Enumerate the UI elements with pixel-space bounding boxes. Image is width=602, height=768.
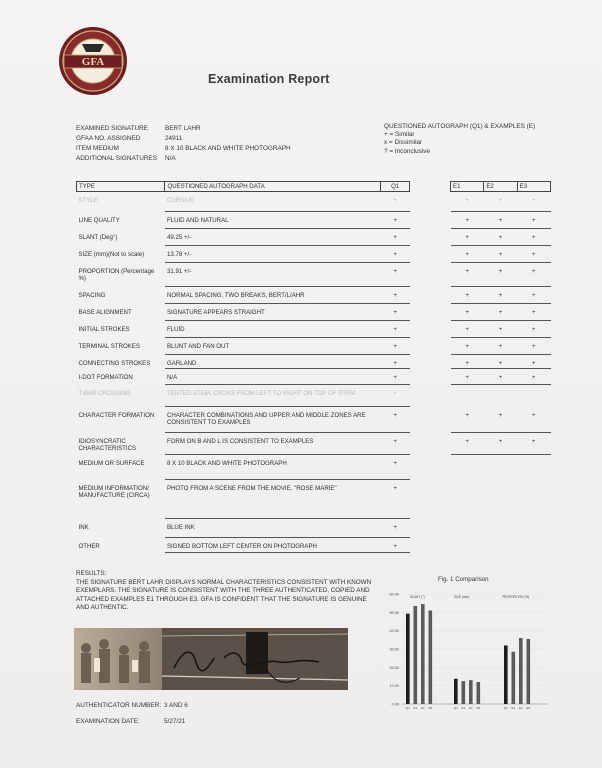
authenticator-line (76, 702, 188, 709)
examples-row (451, 433, 551, 455)
comparison-chart (372, 576, 552, 722)
row-e1: + (451, 287, 484, 304)
table-row (77, 246, 410, 263)
table-row (77, 433, 410, 455)
row-type: SLANT (Deg°) (78, 233, 118, 241)
row-e1 (451, 385, 484, 407)
row-type: TERMINAL STROKES (78, 342, 140, 350)
table-row (77, 321, 410, 338)
row-q1: + (381, 263, 410, 287)
row-data: PHOTO FROM A SCENE FROM THE MOVIE, "ROSE MARIE" (165, 480, 381, 519)
header-label: EXAMINED SIGNATURE (76, 125, 148, 132)
row-data: NORMAL SPACING, TWO BREAKS, BERT/L/AHR (165, 287, 381, 304)
table-row (77, 192, 410, 212)
row-type: MEDIUM INFORMATION/ MANUFACTURE (CIRCA) (78, 484, 150, 499)
header-labels (76, 124, 157, 164)
examples-row (451, 369, 551, 385)
row-e2 (484, 480, 517, 519)
examples-table (450, 181, 551, 553)
header-label: GFAA NO. ASSIGNED (76, 135, 141, 142)
svg-text:GFA: GFA (81, 56, 105, 68)
exam-date-value: 5/27/21 (164, 718, 186, 725)
row-q1: + (381, 369, 410, 385)
row-e2 (484, 538, 517, 553)
row-q1: + (381, 192, 410, 212)
row-e3 (517, 385, 550, 407)
signed-photo-image (74, 628, 348, 690)
table-row (77, 407, 410, 433)
examples-row (451, 519, 551, 538)
chart-y-tick: 20.00 (389, 665, 399, 670)
row-e2: + (484, 212, 517, 229)
chart-bar (429, 611, 433, 705)
row-type: INITIAL STROKES (78, 325, 130, 333)
chart-y-tick: 30.00 (389, 647, 399, 652)
header-type: TYPE (77, 182, 165, 192)
gfa-seal-logo (58, 26, 128, 96)
table-row (77, 338, 410, 355)
table-header-row (77, 182, 410, 192)
row-q1: + (381, 212, 410, 229)
row-e3: + (517, 287, 550, 304)
examples-row (451, 263, 551, 287)
chart-bar (414, 606, 418, 704)
examples-row (451, 338, 551, 355)
legend (384, 123, 535, 156)
row-e2: + (484, 287, 517, 304)
row-data: FORM ON B AND L IS CONSISTENT TO EXAMPLES (165, 433, 381, 455)
results-section (76, 570, 376, 613)
row-e3: + (517, 212, 550, 229)
row-data: CHARACTER COMBINATIONS AND UPPER AND MIDDLE ZONES ARE CONSISTENT TO EXAMPLES (165, 407, 381, 433)
exam-date-label: EXAMINATION DATE: (76, 718, 140, 725)
row-e2 (484, 455, 517, 480)
table-row (77, 480, 410, 519)
table-row (77, 385, 410, 407)
legend-title: QUESTIONED AUTOGRAPH (Q1) & EXAMPLES (E) (384, 123, 536, 130)
table-row (77, 538, 410, 553)
chart-x-tick: E2 (420, 706, 425, 710)
row-q1: + (381, 385, 410, 407)
row-e2 (484, 519, 517, 538)
row-e2 (484, 385, 517, 407)
row-type: MEDIUM OR SURFACE (78, 459, 145, 467)
chart-x-tick: Q1 (503, 706, 508, 710)
row-e1 (451, 480, 484, 519)
row-data: N/A (165, 369, 381, 385)
row-data: GARLAND (165, 355, 381, 369)
examples-row (451, 355, 551, 369)
examination-table (76, 181, 410, 553)
chart-y-tick: 10.00 (389, 684, 399, 689)
chart-x-tick: E3 (476, 706, 481, 710)
chart-bar (477, 682, 481, 704)
chart-x-tick: Q1 (405, 706, 410, 710)
row-e3 (517, 455, 550, 480)
row-e2: + (484, 369, 517, 385)
chart-bar (406, 614, 410, 704)
row-q1: + (381, 407, 410, 433)
row-e2: + (484, 433, 517, 455)
row-data: SIGNED BOTTOM LEFT CENTER ON PHOTOGRAPH (165, 538, 381, 553)
header-value: BERT LAHR (165, 125, 201, 132)
row-e2: + (484, 229, 517, 246)
row-e3: + (517, 407, 550, 433)
row-type: INK (78, 523, 89, 531)
examples-header-row (451, 182, 551, 192)
row-data: TENTED STEM, CROSS FROM LEFT TO RIGHT ON TOP OF STEM (165, 385, 381, 407)
legend-inconclusive: ? = Inconclusive (384, 147, 431, 155)
row-data: 31.91 +/- (165, 263, 381, 287)
authenticator-value: 3 AND 6 (164, 702, 188, 709)
row-q1: + (381, 355, 410, 369)
row-e3 (517, 519, 550, 538)
row-data: BLUNT AND FAN OUT (165, 338, 381, 355)
examples-row (451, 246, 551, 263)
chart-x-tick: E1 (413, 706, 418, 710)
header-label: ADDITIONAL SIGNATURES (76, 155, 157, 162)
row-q1: + (381, 246, 410, 263)
row-e3: + (517, 355, 550, 369)
row-q1: + (381, 338, 410, 355)
row-e3: + (517, 246, 550, 263)
row-e2: + (484, 355, 517, 369)
header-value: N/A (165, 155, 176, 162)
row-e3 (517, 480, 550, 519)
chart-x-tick: E2 (518, 706, 523, 710)
row-q1: + (381, 304, 410, 321)
table-row (77, 287, 410, 304)
row-e1: + (451, 321, 484, 338)
row-e3: + (517, 229, 550, 246)
header-e2: E2 (484, 182, 517, 192)
row-e2: + (484, 192, 517, 212)
row-type: CONNECTING STROKES (78, 359, 151, 367)
chart-bar (519, 638, 523, 704)
header-e3: E3 (517, 182, 550, 192)
chart-title: Fig. 1 Comparison (438, 576, 489, 583)
chart-x-tick: Q1 (453, 706, 458, 710)
chart-bar (454, 679, 458, 704)
chart-bar (527, 639, 531, 704)
row-e2: + (484, 246, 517, 263)
examples-row (451, 385, 551, 407)
row-data: FLUID (165, 321, 381, 338)
chart-group-label: PROPORTION (%) (502, 595, 530, 599)
examples-row (451, 455, 551, 480)
results-label: RESULTS: (76, 570, 107, 577)
header-label: ITEM MEDIUM (76, 145, 119, 152)
examples-row (451, 538, 551, 553)
chart-group-label: SIZE (mm) (454, 595, 470, 599)
header-values (165, 124, 291, 164)
exam-date-line (76, 718, 186, 725)
examples-row (451, 287, 551, 304)
header-value: 8 X 10 BLACK AND WHITE PHOTOGRAPH (165, 145, 291, 152)
row-e1: + (451, 229, 484, 246)
row-q1: + (381, 538, 410, 553)
header-data: QUESTIONED AUTOGRAPH DATA (165, 182, 381, 192)
chart-bar (504, 645, 508, 704)
chart-bar (462, 681, 466, 704)
row-data: 49.25 +/- (165, 229, 381, 246)
chart-x-tick: E3 (428, 706, 433, 710)
row-e1 (451, 519, 484, 538)
row-e1 (451, 538, 484, 553)
row-type: LINE QUALITY (78, 216, 120, 224)
row-type: IDIOSYNCRATIC CHARACTERISTICS (78, 437, 137, 452)
row-type: STYLE (78, 197, 98, 204)
row-e3: + (517, 338, 550, 355)
examples-row (451, 407, 551, 433)
row-q1: + (381, 433, 410, 455)
chart-bar (469, 680, 473, 704)
row-data: BLUE INK (165, 519, 381, 538)
row-data: 8 X 10 BLACK AND WHITE PHOTOGRAPH (165, 455, 381, 480)
row-type: T-BAR CROSSING (78, 389, 131, 397)
examples-row (451, 229, 551, 246)
row-e2: + (484, 304, 517, 321)
examples-row (451, 480, 551, 519)
row-type: CHARACTER FORMATION (78, 411, 155, 419)
row-q1: + (381, 321, 410, 338)
header-q1: Q1 (381, 182, 410, 192)
row-e3 (517, 538, 550, 553)
row-type: I-DOT FORMATION (78, 373, 133, 381)
row-data: 13.78 +/- (165, 246, 381, 263)
examples-row (451, 304, 551, 321)
chart-x-tick: E3 (526, 706, 531, 710)
row-e2: + (484, 407, 517, 433)
table-row (77, 369, 410, 385)
row-e1: + (451, 212, 484, 229)
row-e2: + (484, 321, 517, 338)
row-e3: + (517, 321, 550, 338)
row-e1: + (451, 355, 484, 369)
header-value: 24911 (165, 135, 183, 142)
examples-row (451, 212, 551, 229)
row-type: BASE ALIGNMENT (78, 308, 132, 316)
table-row (77, 355, 410, 369)
chart-x-tick: E1 (511, 706, 516, 710)
row-e3: + (517, 304, 550, 321)
header-e1: E1 (451, 182, 484, 192)
row-e3: + (517, 192, 550, 212)
table-row (77, 519, 410, 538)
row-q1: + (381, 455, 410, 480)
examples-row (451, 321, 551, 338)
chart-y-tick: 50.00 (389, 610, 399, 615)
row-type: SPACING (78, 291, 106, 299)
row-type: SIZE (mm)(Not to scale) (78, 250, 145, 258)
row-e3: + (517, 433, 550, 455)
table-row (77, 263, 410, 287)
row-q1: + (381, 229, 410, 246)
table-row (77, 229, 410, 246)
table-row (77, 212, 410, 229)
chart-y-tick: 60.00 (389, 592, 399, 597)
chart-x-tick: E2 (468, 706, 473, 710)
table-row (77, 455, 410, 480)
results-text: THE SIGNATURE BERT LAHR DISPLAYS NORMAL CHARACTERISTICS CONSISTENT WITH KNOWN EXEMPLARS. THE SIGNATURE IS CONSISTENT WITH THE THREE AUTHENTICATED, COPIED AND ATTACHED EXAMPLES E1 THROUGH E3. GFA IS CONFIDENT THAT THE SIGNATURE IS GENUINE AND AUTHENTIC. (76, 578, 372, 612)
row-type: OTHER (78, 542, 100, 550)
legend-similar: + = Similar (384, 131, 415, 139)
row-e3: + (517, 369, 550, 385)
row-e1: + (451, 263, 484, 287)
chart-bar (512, 652, 516, 704)
row-e1: + (451, 192, 484, 212)
row-e1: + (451, 433, 484, 455)
row-data: SIGNATURE APPEARS STRAIGHT (165, 304, 381, 321)
row-q1: + (381, 480, 410, 519)
chart-y-tick: 0.00 (391, 702, 399, 707)
chart-x-tick: E1 (461, 706, 466, 710)
row-e1: + (451, 369, 484, 385)
chart-y-tick: 40.00 (389, 629, 399, 634)
legend-dissimilar: x = Dissimilar (384, 139, 423, 147)
row-e1 (451, 455, 484, 480)
row-e1: + (451, 246, 484, 263)
authenticator-label: AUTHENTICATOR NUMBER: (76, 702, 161, 709)
row-e3: + (517, 263, 550, 287)
table-row (77, 304, 410, 321)
row-type: PROPORTION (Percentage %) (78, 267, 155, 282)
row-e2: + (484, 263, 517, 287)
row-e2: + (484, 338, 517, 355)
row-q1: + (381, 287, 410, 304)
page-title: Examination Report (208, 72, 330, 86)
chart-group-label: SLANT (°) (410, 595, 425, 599)
row-data: FLUID AND NATURAL (165, 212, 381, 229)
row-e1: + (451, 407, 484, 433)
examples-row (451, 192, 551, 212)
row-e1: + (451, 304, 484, 321)
chart-bar (421, 604, 425, 704)
row-data: CURSIVE (165, 192, 381, 212)
row-q1: + (381, 519, 410, 538)
row-e1: + (451, 338, 484, 355)
